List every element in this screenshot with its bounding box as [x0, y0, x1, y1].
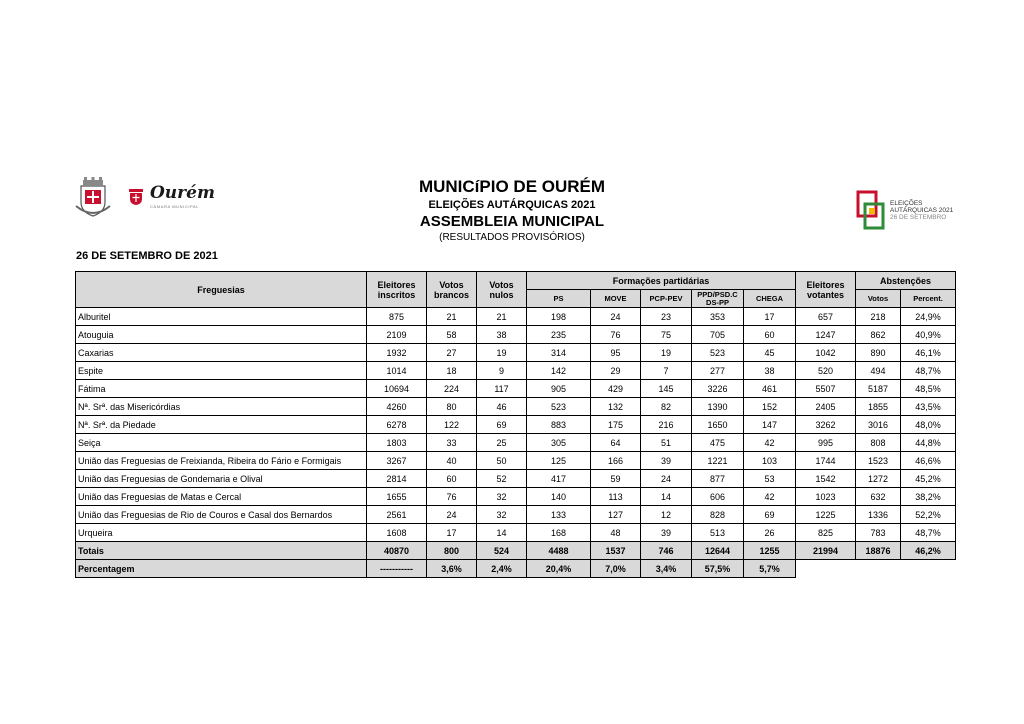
table-cell: 59: [591, 470, 641, 488]
table-cell: 1537: [591, 542, 641, 560]
table-cell: 40870: [367, 542, 427, 560]
table-cell: 21994: [796, 542, 856, 560]
results-table: [75, 271, 956, 578]
election-mark-icon: [856, 190, 886, 230]
table-cell: 69: [477, 416, 527, 434]
table-cell: 461: [744, 380, 796, 398]
table-cell: 52: [477, 470, 527, 488]
table-cell: 38: [744, 362, 796, 380]
table-cell: 475: [692, 434, 744, 452]
table-cell: 18: [427, 362, 477, 380]
table-cell: 746: [641, 542, 692, 560]
table-cell: 25: [477, 434, 527, 452]
table-cell: 5,7%: [744, 560, 796, 578]
table-cell: 23: [641, 308, 692, 326]
table-cell: 48,5%: [901, 380, 956, 398]
table-cell: 26: [744, 524, 796, 542]
table-row: [76, 506, 956, 524]
table-cell: 218: [856, 308, 901, 326]
table-cell: 52,2%: [901, 506, 956, 524]
table-cell: 1655: [367, 488, 427, 506]
table-cell: 142: [527, 362, 591, 380]
row-label: União das Freguesias de Rio de Couros e Casal dos Bernardos: [76, 506, 367, 524]
table-cell: 808: [856, 434, 901, 452]
table-cell: 24,9%: [901, 308, 956, 326]
election-logo-line2: AUTÁRQUICAS 2021: [890, 206, 954, 214]
table-cell: 21: [427, 308, 477, 326]
header-formacoes: Formações partidárias: [527, 272, 796, 290]
table-cell: 523: [527, 398, 591, 416]
table-cell: 1390: [692, 398, 744, 416]
table-cell: 3226: [692, 380, 744, 398]
header-freguesias: Freguesias: [76, 272, 367, 308]
table-cell: 314: [527, 344, 591, 362]
table-cell: 862: [856, 326, 901, 344]
table-row: [76, 362, 956, 380]
table-cell: 2814: [367, 470, 427, 488]
table-cell: 1855: [856, 398, 901, 416]
table-cell: 705: [692, 326, 744, 344]
table-cell: 46,6%: [901, 452, 956, 470]
table-cell: 10694: [367, 380, 427, 398]
table-cell: 48,0%: [901, 416, 956, 434]
table-cell: 1014: [367, 362, 427, 380]
table-cell: 40: [427, 452, 477, 470]
table-cell: 46,1%: [901, 344, 956, 362]
election-title: ELEIÇÕES AUTÁRQUICAS 2021: [428, 199, 596, 211]
row-label: Atouguia: [76, 326, 367, 344]
table-row: [76, 488, 956, 506]
table-cell: 2561: [367, 506, 427, 524]
table-cell: 1932: [367, 344, 427, 362]
table-cell: 353: [692, 308, 744, 326]
table-cell: 224: [427, 380, 477, 398]
table-cell: 82: [641, 398, 692, 416]
table-cell: 14: [477, 524, 527, 542]
table-cell: 429: [591, 380, 641, 398]
table-cell: 305: [527, 434, 591, 452]
table-cell: 76: [591, 326, 641, 344]
table-cell: 1608: [367, 524, 427, 542]
table-cell: 45,2%: [901, 470, 956, 488]
row-label: Nª. Srª. das Misericórdias: [76, 398, 367, 416]
table-cell: 80: [427, 398, 477, 416]
table-cell: 235: [527, 326, 591, 344]
header-party-chega: CHEGA: [744, 290, 796, 308]
table-row: [76, 434, 956, 452]
table-row: [76, 326, 956, 344]
table-cell: 39: [641, 524, 692, 542]
table-cell: 5187: [856, 380, 901, 398]
table-cell: 995: [796, 434, 856, 452]
table-cell: 1221: [692, 452, 744, 470]
table-cell: 875: [367, 308, 427, 326]
table-cell: 877: [692, 470, 744, 488]
table-cell: 58: [427, 326, 477, 344]
table-cell: 168: [527, 524, 591, 542]
table-cell: 890: [856, 344, 901, 362]
table-cell: 523: [692, 344, 744, 362]
table-cell: 32: [477, 488, 527, 506]
municipality-title: MUNICíPIO DE OURÉM: [418, 177, 606, 196]
empty-cell: [856, 560, 901, 578]
table-cell: 3262: [796, 416, 856, 434]
table-cell: 1336: [856, 506, 901, 524]
header-votos-brancos: Votos brancos: [427, 272, 477, 308]
totals-row: [76, 542, 956, 560]
row-label: Seiça: [76, 434, 367, 452]
table-cell: 1650: [692, 416, 744, 434]
table-cell: 3267: [367, 452, 427, 470]
election-logo: [856, 190, 953, 230]
table-cell: 145: [641, 380, 692, 398]
table-cell: 46,2%: [901, 542, 956, 560]
table-cell: 24: [427, 506, 477, 524]
brand-subtitle: CÂMARA MUNICIPAL: [150, 204, 200, 209]
table-cell: 46: [477, 398, 527, 416]
table-cell: 166: [591, 452, 641, 470]
row-label: Espite: [76, 362, 367, 380]
table-cell: 7: [641, 362, 692, 380]
table-row: [76, 308, 956, 326]
table-cell: 38,2%: [901, 488, 956, 506]
table-row: [76, 470, 956, 488]
table-cell: 113: [591, 488, 641, 506]
table-row: [76, 416, 956, 434]
row-label: Totais: [76, 542, 367, 560]
row-label: Alburitel: [76, 308, 367, 326]
table-cell: 125: [527, 452, 591, 470]
table-cell: 14: [641, 488, 692, 506]
row-label: Nª. Srª. da Piedade: [76, 416, 367, 434]
table-cell: 513: [692, 524, 744, 542]
table-cell: 524: [477, 542, 527, 560]
table-cell: 69: [744, 506, 796, 524]
table-cell: 1247: [796, 326, 856, 344]
table-cell: 1023: [796, 488, 856, 506]
table-cell: 825: [796, 524, 856, 542]
percentage-row: [76, 560, 956, 578]
table-cell: 2405: [796, 398, 856, 416]
table-row: [76, 380, 956, 398]
table-row: [76, 524, 956, 542]
results-body: [76, 308, 956, 578]
table-cell: 175: [591, 416, 641, 434]
header-abstencoes: Abstenções: [856, 272, 956, 290]
table-cell: 7,0%: [591, 560, 641, 578]
table-row: [76, 344, 956, 362]
table-cell: 1744: [796, 452, 856, 470]
table-cell: 140: [527, 488, 591, 506]
table-cell: 4488: [527, 542, 591, 560]
header-votos-nulos: Votos nulos: [477, 272, 527, 308]
table-cell: 657: [796, 308, 856, 326]
table-cell: 40,9%: [901, 326, 956, 344]
table-cell: 1803: [367, 434, 427, 452]
table-cell: 216: [641, 416, 692, 434]
table-cell: 277: [692, 362, 744, 380]
table-cell: 800: [427, 542, 477, 560]
table-cell: 417: [527, 470, 591, 488]
table-cell: 64: [591, 434, 641, 452]
table-cell: 17: [427, 524, 477, 542]
table-cell: 1272: [856, 470, 901, 488]
table-cell: 27: [427, 344, 477, 362]
table-cell: 152: [744, 398, 796, 416]
header-eleitores-votantes: Eleitores votantes: [796, 272, 856, 308]
empty-cell: [901, 560, 956, 578]
table-cell: 133: [527, 506, 591, 524]
row-label: União das Freguesias de Gondemaria e Olival: [76, 470, 367, 488]
table-cell: 24: [641, 470, 692, 488]
table-cell: 1542: [796, 470, 856, 488]
table-cell: 147: [744, 416, 796, 434]
table-cell: 905: [527, 380, 591, 398]
table-cell: 828: [692, 506, 744, 524]
header-eleitores-inscritos: Eleitores inscritos: [367, 272, 427, 308]
table-cell: 3,4%: [641, 560, 692, 578]
table-row: [76, 452, 956, 470]
table-cell: 3,6%: [427, 560, 477, 578]
table-cell: 2109: [367, 326, 427, 344]
header-party-ps: PS: [527, 290, 591, 308]
header-abstencoes-percent: Percent.: [901, 290, 956, 308]
header-party-ppd-psd-cds-pp: PPD/PSD.CDS-PP: [692, 290, 744, 308]
table-cell: 48,7%: [901, 362, 956, 380]
table-cell: 75: [641, 326, 692, 344]
table-cell: 57,5%: [692, 560, 744, 578]
table-cell: 1255: [744, 542, 796, 560]
table-cell: 4260: [367, 398, 427, 416]
table-cell: 12: [641, 506, 692, 524]
table-cell: 33: [427, 434, 477, 452]
table-cell: 2,4%: [477, 560, 527, 578]
table-cell: 127: [591, 506, 641, 524]
table-cell: 50: [477, 452, 527, 470]
table-cell: 117: [477, 380, 527, 398]
table-cell: -----------: [367, 560, 427, 578]
table-cell: 48: [591, 524, 641, 542]
table-cell: 48,7%: [901, 524, 956, 542]
table-cell: 783: [856, 524, 901, 542]
table-cell: 1042: [796, 344, 856, 362]
table-cell: 43,5%: [901, 398, 956, 416]
table-cell: 51: [641, 434, 692, 452]
table-cell: 39: [641, 452, 692, 470]
table-cell: 19: [641, 344, 692, 362]
table-cell: 1225: [796, 506, 856, 524]
table-cell: 95: [591, 344, 641, 362]
table-cell: 42: [744, 488, 796, 506]
header-party-pcp-pev: PCP-PEV: [641, 290, 692, 308]
table-cell: 42: [744, 434, 796, 452]
table-cell: 20,4%: [527, 560, 591, 578]
table-cell: 44,8%: [901, 434, 956, 452]
table-cell: 21: [477, 308, 527, 326]
table-cell: 29: [591, 362, 641, 380]
table-cell: 883: [527, 416, 591, 434]
header-abstencoes-votos: Votos: [856, 290, 901, 308]
table-cell: 18876: [856, 542, 901, 560]
table-cell: 60: [427, 470, 477, 488]
table-cell: 494: [856, 362, 901, 380]
empty-cell: [796, 560, 856, 578]
table-cell: 32: [477, 506, 527, 524]
table-cell: 38: [477, 326, 527, 344]
row-label: Urqueira: [76, 524, 367, 542]
table-cell: 12644: [692, 542, 744, 560]
table-cell: 9: [477, 362, 527, 380]
table-cell: 17: [744, 308, 796, 326]
table-cell: 53: [744, 470, 796, 488]
row-label: União das Freguesias de Freixianda, Ribeira do Fário e Formigais: [76, 452, 367, 470]
table-cell: 632: [856, 488, 901, 506]
brand-name: Ourém: [150, 183, 215, 203]
table-cell: 132: [591, 398, 641, 416]
organ-title: ASSEMBLEIA MUNICIPAL: [419, 213, 605, 230]
table-cell: 19: [477, 344, 527, 362]
table-cell: 3016: [856, 416, 901, 434]
table-cell: 122: [427, 416, 477, 434]
election-logo-date: 26 DE SETEMBRO: [890, 213, 947, 221]
table-cell: 76: [427, 488, 477, 506]
table-cell: 5507: [796, 380, 856, 398]
table-cell: 60: [744, 326, 796, 344]
row-label: Percentagem: [76, 560, 367, 578]
row-label: União das Freguesias de Matas e Cercal: [76, 488, 367, 506]
election-logo-line1: ELEIÇÕES: [890, 199, 923, 207]
table-row: [76, 398, 956, 416]
table-cell: 103: [744, 452, 796, 470]
table-cell: 606: [692, 488, 744, 506]
table-cell: 45: [744, 344, 796, 362]
header-party-move: MOVE: [591, 290, 641, 308]
table-cell: 6278: [367, 416, 427, 434]
row-label: Caxarias: [76, 344, 367, 362]
election-date: 26 DE SETEMBRO DE 2021: [76, 250, 218, 262]
table-cell: 198: [527, 308, 591, 326]
table-cell: 24: [591, 308, 641, 326]
table-cell: 1523: [856, 452, 901, 470]
row-label: Fátima: [76, 380, 367, 398]
table-cell: 520: [796, 362, 856, 380]
results-status: (RESULTADOS PROVISÓRIOS): [439, 232, 585, 243]
